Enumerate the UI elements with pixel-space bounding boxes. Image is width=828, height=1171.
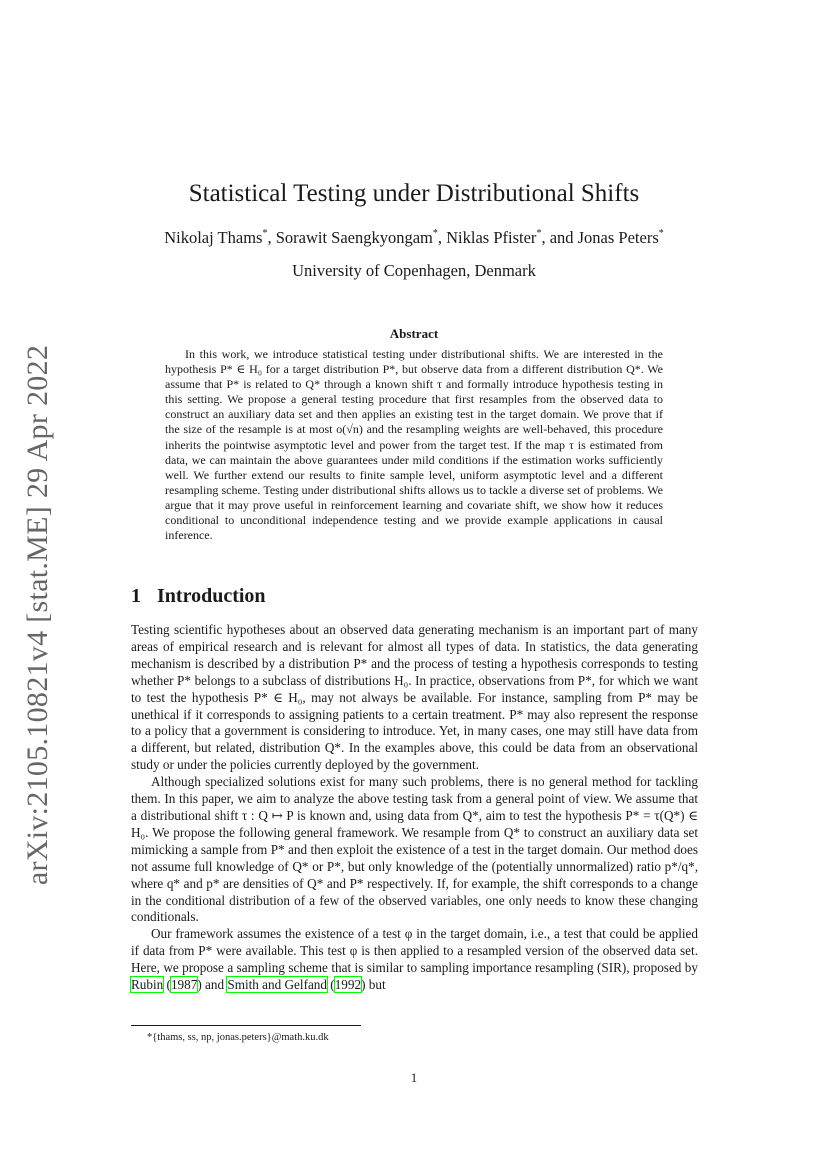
author-footnote-mark: * <box>432 227 438 239</box>
body-paragraph: Our framework assumes the existence of a test φ in the target domain, i.e., a test that could be applied if data from P* were available. This test φ is then applied to a resampled version of the observed data set. Here, we propose a sampling scheme that is similar to sampling importance resampling (SIR), proposed by Rubin (1987) and Smith and Gelfand (1992) but <box>131 926 698 993</box>
citation-link-rubin[interactable]: Rubin <box>131 977 164 993</box>
author-separator: , <box>437 228 447 247</box>
section-title: Introduction <box>157 585 266 607</box>
body-paragraph: Although specialized solutions exist for many such problems, there is no general method for tackling them. In this paper, we aim to analyze the above testing task from a general point of view. We assume that a distributional shift τ : Q ↦ P is known and, using data from Q*, aim to test the hypothesis P* = τ(Q*) ∈ H₀. We propose the following general framework. We resample from Q* to construct an auxiliary data set mimicking a sample from P* and then exploit the existence of a test in the target domain. Our method does not assume full knowledge of Q* or P*, but only knowledge of the (potentially unnormalized) ratio p*/q*, where q* and p* are densities of Q* and P* respectively. If, for example, the shift corresponds to a change in the conditional distribution of a few of the observed variables, one only needs to know these changing conditionals. <box>131 774 698 925</box>
author-footnote-mark: * <box>262 227 268 239</box>
author-footnote-mark: * <box>536 227 542 239</box>
abstract-text: In this work, we introduce statistical testing under distributional shifts. We are interested in the hypothesis P* ∈ H₀ for a target distribution P*, but observe data from a different distribution Q*. We assume that P* is related to Q* through a known shift τ and formally introduce hypothesis testing in this setting. We propose a general testing procedure that first resamples from the observed data to construct an auxiliary data set and then applies an existing test in the target domain. We prove that if the size of the resample is at most o(√n) and the resampling weights are well-behaved, this procedure inherits the pointwise asymptotic level and power from the target test. If the map τ is estimated from data, we can maintain the above guarantees under mild conditions if the estimation works sufficiently well. We further extend our results to finite sample level, uniform asymptotic level and a different resampling scheme. Testing under distributional shifts allows us to tackle a diverse set of problems. We argue that it may prove useful in reinforcement learning and covariate shift, we show how it reduces conditional to unconditional independence testing and we provide example applications in causal inference. <box>165 347 663 543</box>
arxiv-sidebar-stamp <box>16 344 60 886</box>
citation-link-smith-gelfand-year[interactable]: 1992 <box>334 977 362 993</box>
footnote-rule <box>131 1025 361 1026</box>
section-number: 1 <box>131 585 141 607</box>
affiliation: University of Copenhagen, Denmark <box>292 261 536 280</box>
paragraph-text: and <box>201 977 228 993</box>
footnote: *{thams, ss, np, jonas.peters}@math.ku.dk <box>147 1032 329 1043</box>
section-body <box>131 622 698 994</box>
body-paragraph: Testing scientific hypotheses about an observed data generating mechanism is an important part of many areas of empirical research and is relevant for almost all types of data. In statistics, the data generating mechanism is described by a distribution P* and the process of testing a hypothesis corresponds to testing whether P* belongs to a subclass of distributions H₀. In practice, observations from P*, for which we want to test the hypothesis P* ∈ H₀, may not always be available. For instance, sampling from P* may be unethical if it corresponds to assigning patients to a certain treatment. P* may also represent the response to a policy that a government is considering to introduce. Yet, in many cases, one may still have data from a different, but related, distribution Q*. In the examples above, this could be data from an observational study or under the policies currently deployed by the government. <box>131 622 698 773</box>
author-list <box>0 228 828 248</box>
author-separator: , and <box>541 228 578 247</box>
paper-title: Statistical Testing under Distributional Shifts <box>188 180 640 207</box>
citation-link-smith-gelfand[interactable]: Smith and Gelfand <box>227 977 327 993</box>
arxiv-identifier: arXiv:2105.10821v4 [stat.ME] 29 Apr 2022 <box>21 344 54 886</box>
page-number: 1 <box>410 1070 418 1085</box>
author-name: Sorawit Saengkyongam <box>275 228 433 247</box>
author-footnote-mark: * <box>658 227 664 239</box>
paragraph-text: Our framework assumes the existence of a test φ in the target domain, i.e., a test that could be applied if data from P* were available. This test φ is then applied to a resampled version of the observed data set. Here, we propose a sampling scheme that is similar to sampling importance resampling (SIR), proposed by <box>131 926 698 976</box>
author-separator: , <box>267 228 276 247</box>
author-name: Jonas Peters <box>577 228 659 247</box>
author-name: Niklas Pfister <box>446 228 537 247</box>
paragraph-text: but <box>365 977 386 993</box>
author-name: Nikolaj Thams <box>164 228 263 247</box>
citation-link-rubin-year[interactable]: 1987 <box>170 977 198 993</box>
section-heading <box>131 585 266 608</box>
abstract-heading: Abstract <box>389 326 439 341</box>
